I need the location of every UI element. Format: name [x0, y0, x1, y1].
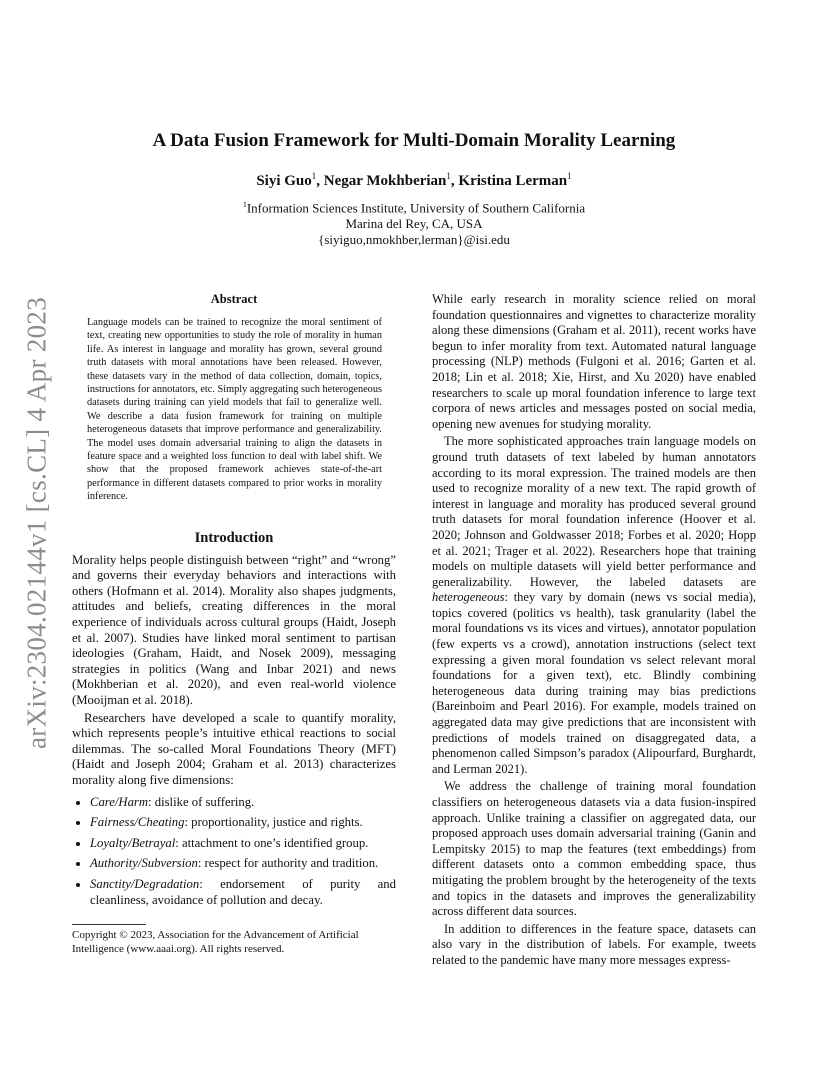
arxiv-identifier-stamp: [14, 295, 60, 750]
intro-paragraph-2: Researchers have developed a scale to quantify morality, which represents people’s intuitive ethical reactions to social dilemmas. The so-called Moral Foundations Theory (MFT) (Haidt and Joseph 2004; Graham et al. 2013) characterizes morality along five dimensions:: [72, 710, 396, 787]
body-paragraph-2: The more sophisticated approaches train language models on ground truth datasets of text labeled by human annotators according to its moral expression. The trained models are then used to recognize morality of a new text. The rapid growth of interest in language and morality has produced several ground truth datasets for moral foundation inference (Hoover et al. 2020; Johnson and Goldwasser 2018; Forbes et al. 2020; Hopp et al. 2021; Trager et al. 2022). Researchers hope that training models on multiple datasets will yield better performance and generalizability. However, the labeled datasets are heterogeneous: they vary by domain (news vs social media), topics covered (politics vs health), task granularity (label the moral foundations vs its vices and virtues), annotator population (few experts vs a crowd), annotation instructions (select text expressing a given moral foundation vs select relevant moral foundations for a given text), etc. Blindly combining heterogeneous data during training may bias predictions (Bareinboim and Pearl 2016). For example, models trained on aggregated data may give predictions that are inconsistent with predictions of models trained on disaggregated data, a phenomenon called Simpson’s paradox (Alipourfard, Burghardt, and Lerman 2021).: [432, 434, 756, 776]
copyright-footnote: Copyright © 2023, Association for the Advancement of Artificial Intelligence (www.aaai.org). All rights reserved.: [72, 929, 359, 955]
left-column: [72, 292, 396, 913]
abstract-text: Language models can be trained to recognize the moral sentiment of text, creating new opportunities to study the role of morality in human life. As interest in language and morality has grown, several ground truth datasets with moral annotations have been released. However, these datasets vary in the method of data collection, domain, topics, instructions for annotators, etc. Simply aggregating such heterogeneous datasets during training can yield models that fail to generalize well. We describe a data fusion framework for training on multiple heterogeneous datasets that improve performance and generalizability. The model uses domain adversarial training to align the datasets in feature space and a weighted loss function to deal with label shift. We show that the proposed framework achieves state-of-the-art performance in different datasets compared to prior works in morality inference.: [87, 317, 382, 503]
intro-paragraph-1: Morality helps people distinguish between “right” and “wrong” and governs their everyday behaviors and interactions with others (Hofmann et al. 2014). Morality also shapes judgments, attitudes and beliefs, creating differences in the moral experience of individuals across cultural groups (Haidt, Joseph et al. 2007). Studies have linked moral sentiment to partisan ideologies (Graham, Haidt, and Nosek 2009), messaging strategies in politics (Wang and Inbar 2021) and news (Mokhberian et al. 2020), and even real-world violence (Mooijman et al. 2018).: [72, 552, 396, 708]
list-item: • Authority/Subversion: respect for authority and tradition.: [90, 856, 396, 872]
arxiv-identifier: arXiv:2304.02144v1 [cs.CL] 4 Apr 2023: [21, 296, 52, 749]
affiliation-institution: $^1$Information Sciences Institute, University of Southern California: [242, 200, 586, 216]
author-3: Kristina Lerman$^1$: [458, 171, 572, 189]
list-item: • Loyalty/Betrayal: attachment to one’s identified group.: [90, 836, 396, 852]
body-paragraph-1: While early research in morality science relied on moral foundation questionnaires and vignettes to characterize morality along these dimensions (Graham et al. 2011), recent works have begun to infer morality from text. Automated natural language processing (NLP) methods (Fulgoni et al. 2016; Garten et al. 2018; Lin et al. 2018; Xie, Hirst, and Xu 2020) have enabled researchers to scale up moral foundation inference to large text corpora of news articles and messages posted on social media, opening new avenues for studying morality.: [432, 292, 756, 431]
author-list: [0, 171, 828, 190]
affiliation-location: Marina del Rey, CA, USA: [345, 216, 483, 232]
paper-title: A Data Fusion Framework for Multi-Domain Morality Learning: [152, 130, 676, 151]
affiliation-block: [0, 197, 828, 248]
author-1: Siyi Guo$^1$,: [256, 171, 324, 189]
introduction-heading: Introduction: [194, 529, 274, 546]
body-paragraph-3: We address the challenge of training moral foundation classifiers on heterogeneous datasets via a data fusion-inspired approach. Unlike training a classifier on aggregated data, our proposed approach uses domain adversarial training (Ganin and Lempitsky 2015) to map the features (text embeddings) from different datasets onto a common embedding space, thus mitigating the problem brought by the heterogeneity of the texts and topics in the datasets and improves the generalizability across different data sources.: [432, 779, 756, 919]
right-column: [432, 292, 756, 969]
list-item: • Sanctity/Degradation: endorsement of purity and cleanliness, avoidance of pollution and decay.: [90, 877, 396, 908]
moral-foundations-list: [72, 795, 396, 909]
footnote-divider: [72, 924, 146, 925]
author-emails: {siyiguo,nmokhber,lerman}@isi.edu: [318, 232, 510, 248]
list-item: • Care/Harm: dislike of suffering.: [90, 795, 396, 811]
author-2: Negar Mokhberian$^1$,: [323, 171, 459, 189]
list-item: • Fairness/Cheating: proportionality, justice and rights.: [90, 815, 396, 831]
abstract-heading: Abstract: [210, 292, 258, 306]
body-paragraph-4: In addition to differences in the feature space, datasets can also vary in the distribution of labels. For example, tweets related to the pandemic have many more messages express-: [432, 921, 756, 967]
